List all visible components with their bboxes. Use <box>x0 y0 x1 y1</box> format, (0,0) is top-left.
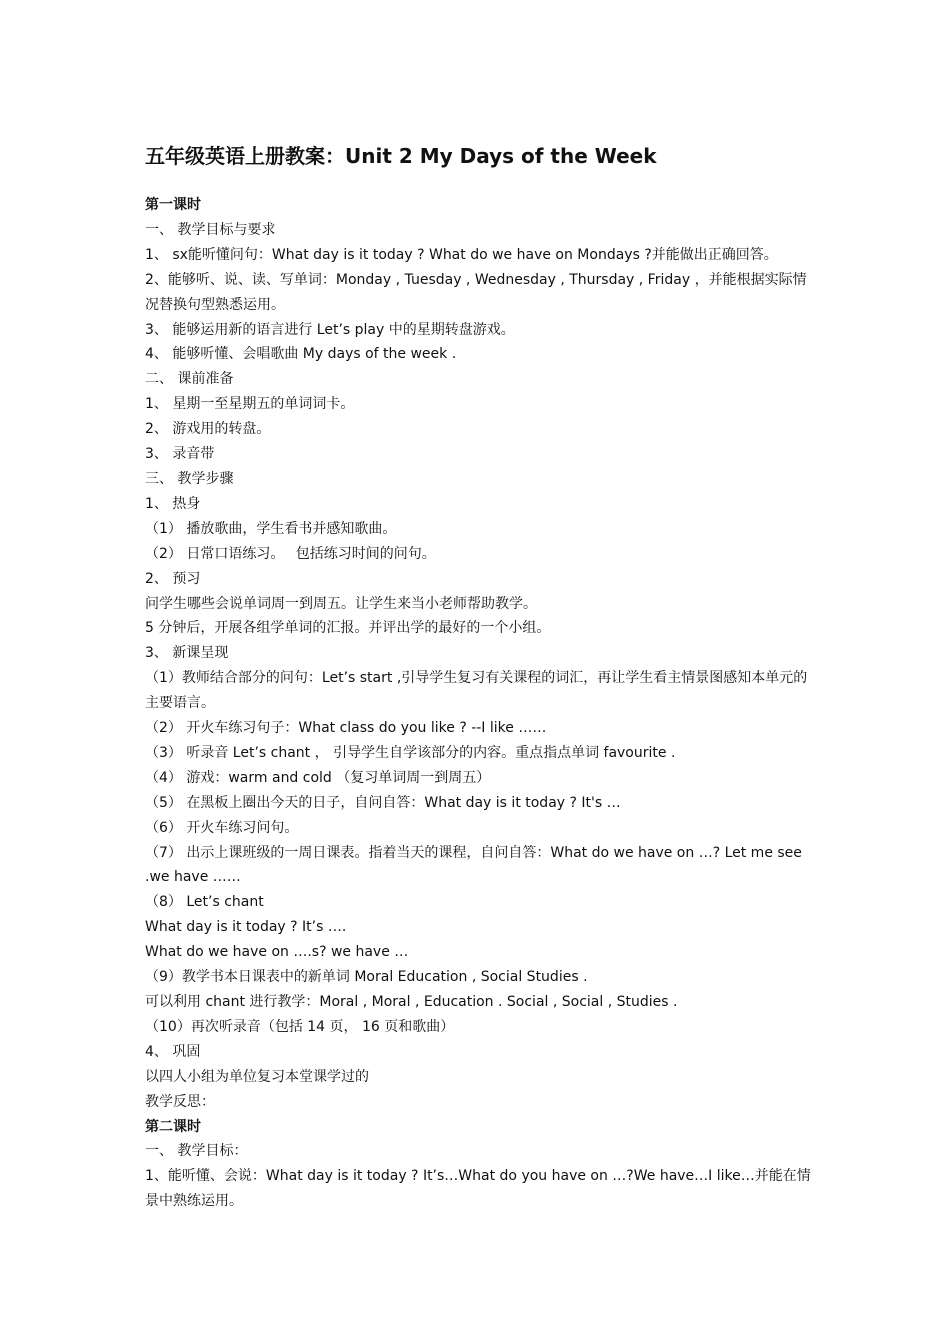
paragraph: （7） 出示上课班级的一周日课表。指着当天的课程，自问自答：What do we have on …? Let me see .we have …… <box>145 844 802 886</box>
document-body <box>145 143 815 1214</box>
paragraph: （8） Let’s chant <box>145 894 264 911</box>
paragraph: 3、 新课呈现 <box>145 645 229 662</box>
paragraph: What day is it today ? It’s …. <box>145 919 347 936</box>
paragraph: 1、能听懂、会说：What day is it today ? It’s…What do you have on …?We have…I like…并能在情景中熟练运用。 <box>145 1168 811 1210</box>
paragraph: （9）教学书本日课表中的新单词 Moral Education , Social Studies . <box>145 969 588 986</box>
section-heading: 一、 教学目标： <box>145 1143 248 1160</box>
paragraph: 3、 能够运用新的语言进行 Let’s play 中的星期转盘游戏。 <box>145 321 515 338</box>
paragraph: 2、 预习 <box>145 570 201 587</box>
section-heading: 三、 教学步骤 <box>145 470 234 487</box>
lesson-heading: 第一课时 <box>145 197 201 213</box>
paragraph: 问学生哪些会说单词周一到周五。让学生来当小老师帮助教学。 <box>145 595 537 612</box>
paragraph: （2） 开火车练习句子：What class do you like ? --I like …… <box>145 720 547 737</box>
paragraph: 4、 能够听懂、会唱歌曲 My days of the week . <box>145 346 457 363</box>
paragraph: （10）再次听录音（包括 14 页， 16 页和歌曲） <box>145 1018 455 1035</box>
section-heading: 二、 课前准备 <box>145 371 234 388</box>
paragraph: （5） 在黑板上圈出今天的日子，自问自答：What day is it today ? It's … <box>145 794 621 811</box>
paragraph: 可以利用 chant 进行教学：Moral , Moral , Education . Social , Social , Studies . <box>145 994 678 1010</box>
paragraph: 2、能够听、说、读、写单词：Monday , Tuesday , Wednesday , Thursday , Friday ，并能根据实际情况替换句型熟悉运用。 <box>145 271 807 313</box>
paragraph: （1） 播放歌曲，学生看书并感知歌曲。 <box>145 520 397 537</box>
paragraph: 教学反思： <box>145 1093 215 1110</box>
paragraph: 1、 星期一至星期五的单词词卡。 <box>145 396 355 413</box>
paragraph: 3、 录音带 <box>145 446 215 463</box>
paragraph: （6） 开火车练习问句。 <box>145 819 299 836</box>
paragraph: 2、 游戏用的转盘。 <box>145 421 271 438</box>
document-title: 五年级英语上册教案：Unit 2 My Days of the Week <box>145 144 657 168</box>
paragraph: 4、 巩固 <box>145 1043 201 1060</box>
section-heading: 一、 教学目标与要求 <box>145 221 276 238</box>
paragraph: 1、 热身 <box>145 495 201 512</box>
paragraph: （4） 游戏：warm and cold （复习单词周一到周五） <box>145 769 491 786</box>
paragraph: （3） 听录音 Let’s chant ， 引导学生自学该部分的内容。重点指点单词 favourite . <box>145 744 676 761</box>
paragraph: 以四人小组为单位复习本堂课学过的 <box>145 1068 369 1085</box>
paragraph: 5 分钟后，开展各组学单词的汇报。并评出学的最好的一个小组。 <box>145 620 551 637</box>
lesson-heading: 第二课时 <box>145 1118 201 1135</box>
paragraph: 1、 sx能听懂问句：What day is it today ? What do we have on Mondays ?并能做出正确回答。 <box>145 246 778 263</box>
paragraph: What do we have on ….s? we have … <box>145 944 409 961</box>
paragraph: （2） 日常口语练习。 包括练习时间的问句。 <box>145 545 436 562</box>
paragraph: （1）教师结合部分的问句：Let’s start ,引导学生复习有关课程的词汇，再让学生看主情景图感知本单元的主要语言。 <box>145 670 808 712</box>
